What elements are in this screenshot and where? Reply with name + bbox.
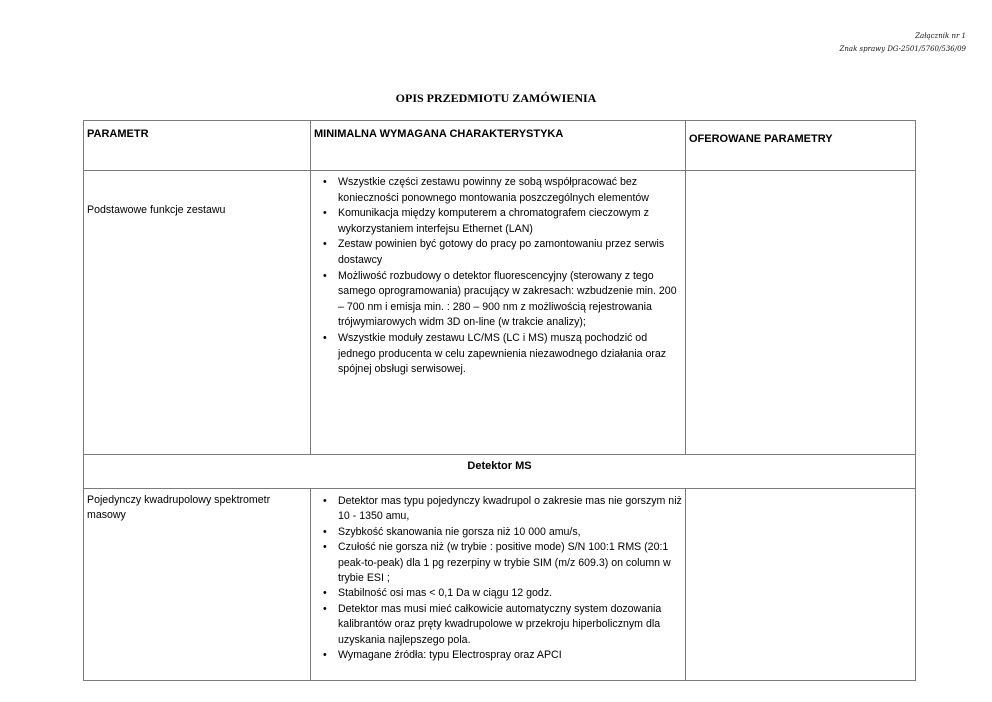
offer-cell <box>686 489 916 681</box>
table-header-row <box>84 121 916 171</box>
offer-cell <box>686 171 916 455</box>
section-row <box>84 455 916 489</box>
requirements-list <box>311 494 685 663</box>
specification-table <box>83 120 916 681</box>
list-item: • Możliwość rozbudowy o detektor fluorescencyjny (sterowany z tego samego oprogramowania) pracujący w zakresach: wzbudzenie min. 200 – 700 nm i emisja min. : 280 – 900 nm z możliwością rejestrowania trójwymiarowych widm 3D on-line (w trakcie analizy); <box>311 269 685 331</box>
param-cell: Podstawowe funkcje zestawu <box>84 171 311 455</box>
attachment-label: Załącznik nr 1 <box>915 32 966 40</box>
list-item: • Wszystkie części zestawu powinny ze sobą współpracować bez konieczności ponownego montowania poszczególnych elementów <box>311 175 685 206</box>
header-oferowane: OFEROWANE PARAMETRY <box>686 121 916 171</box>
list-item: • Stabilność osi mas < 0,1 Da w ciągu 12 godz. <box>311 586 685 601</box>
list-item: • Detektor mas typu pojedynczy kwadrupol o zakresie mas nie gorszym niż 10 - 1350 amu, <box>311 494 685 525</box>
table-row <box>84 489 916 681</box>
list-item: • Szybkość skanowania nie gorsza niż 10 000 amu/s, <box>311 525 685 540</box>
list-item: • Wymagane źródła: typu Electrospray oraz APCI <box>311 648 685 663</box>
requirements-list <box>311 175 685 378</box>
requirements-cell <box>311 171 686 455</box>
list-item: • Czułość nie gorsza niż (w trybie : positive mode) S/N 100:1 RMS (20:1 peak-to-peak) dla 1 pg rezerpiny w trybie SIM (m/z 609.3) on column w trybie ESI ; <box>311 540 685 586</box>
header-minimalna: MINIMALNA WYMAGANA CHARAKTERYSTYKA <box>311 121 686 171</box>
requirements-cell <box>311 489 686 681</box>
param-cell: Pojedynczy kwadrupolowy spektrometr masowy <box>84 489 311 681</box>
document-title: OPIS PRZEDMIOTU ZAMÓWIENIA <box>395 91 597 105</box>
section-title: Detektor MS <box>84 455 916 489</box>
list-item: • Zestaw powinien być gotowy do pracy po zamontowaniu przez serwis dostawcy <box>311 237 685 268</box>
list-item: • Wszystkie moduły zestawu LC/MS (LC i MS) muszą pochodzić od jednego producenta w celu zapewnienia niezawodnego działania oraz spójnej obsługi serwisowej. <box>311 331 685 378</box>
table-row <box>84 171 916 455</box>
list-item: • Komunikacja między komputerem a chromatografem cieczowym z wykorzystaniem interfejsu Ethernet (LAN) <box>311 206 685 237</box>
header-parametr: PARAMETR <box>84 121 311 171</box>
list-item: • Detektor mas musi mieć całkowicie automatyczny system dozowania kalibrantów oraz pręty kwadrupolowe w przekroju hiperbolicznym dla uzyskania najlepszego pola. <box>311 602 685 648</box>
case-reference: Znak sprawy DG-2501/5760/536/09 <box>839 45 966 53</box>
